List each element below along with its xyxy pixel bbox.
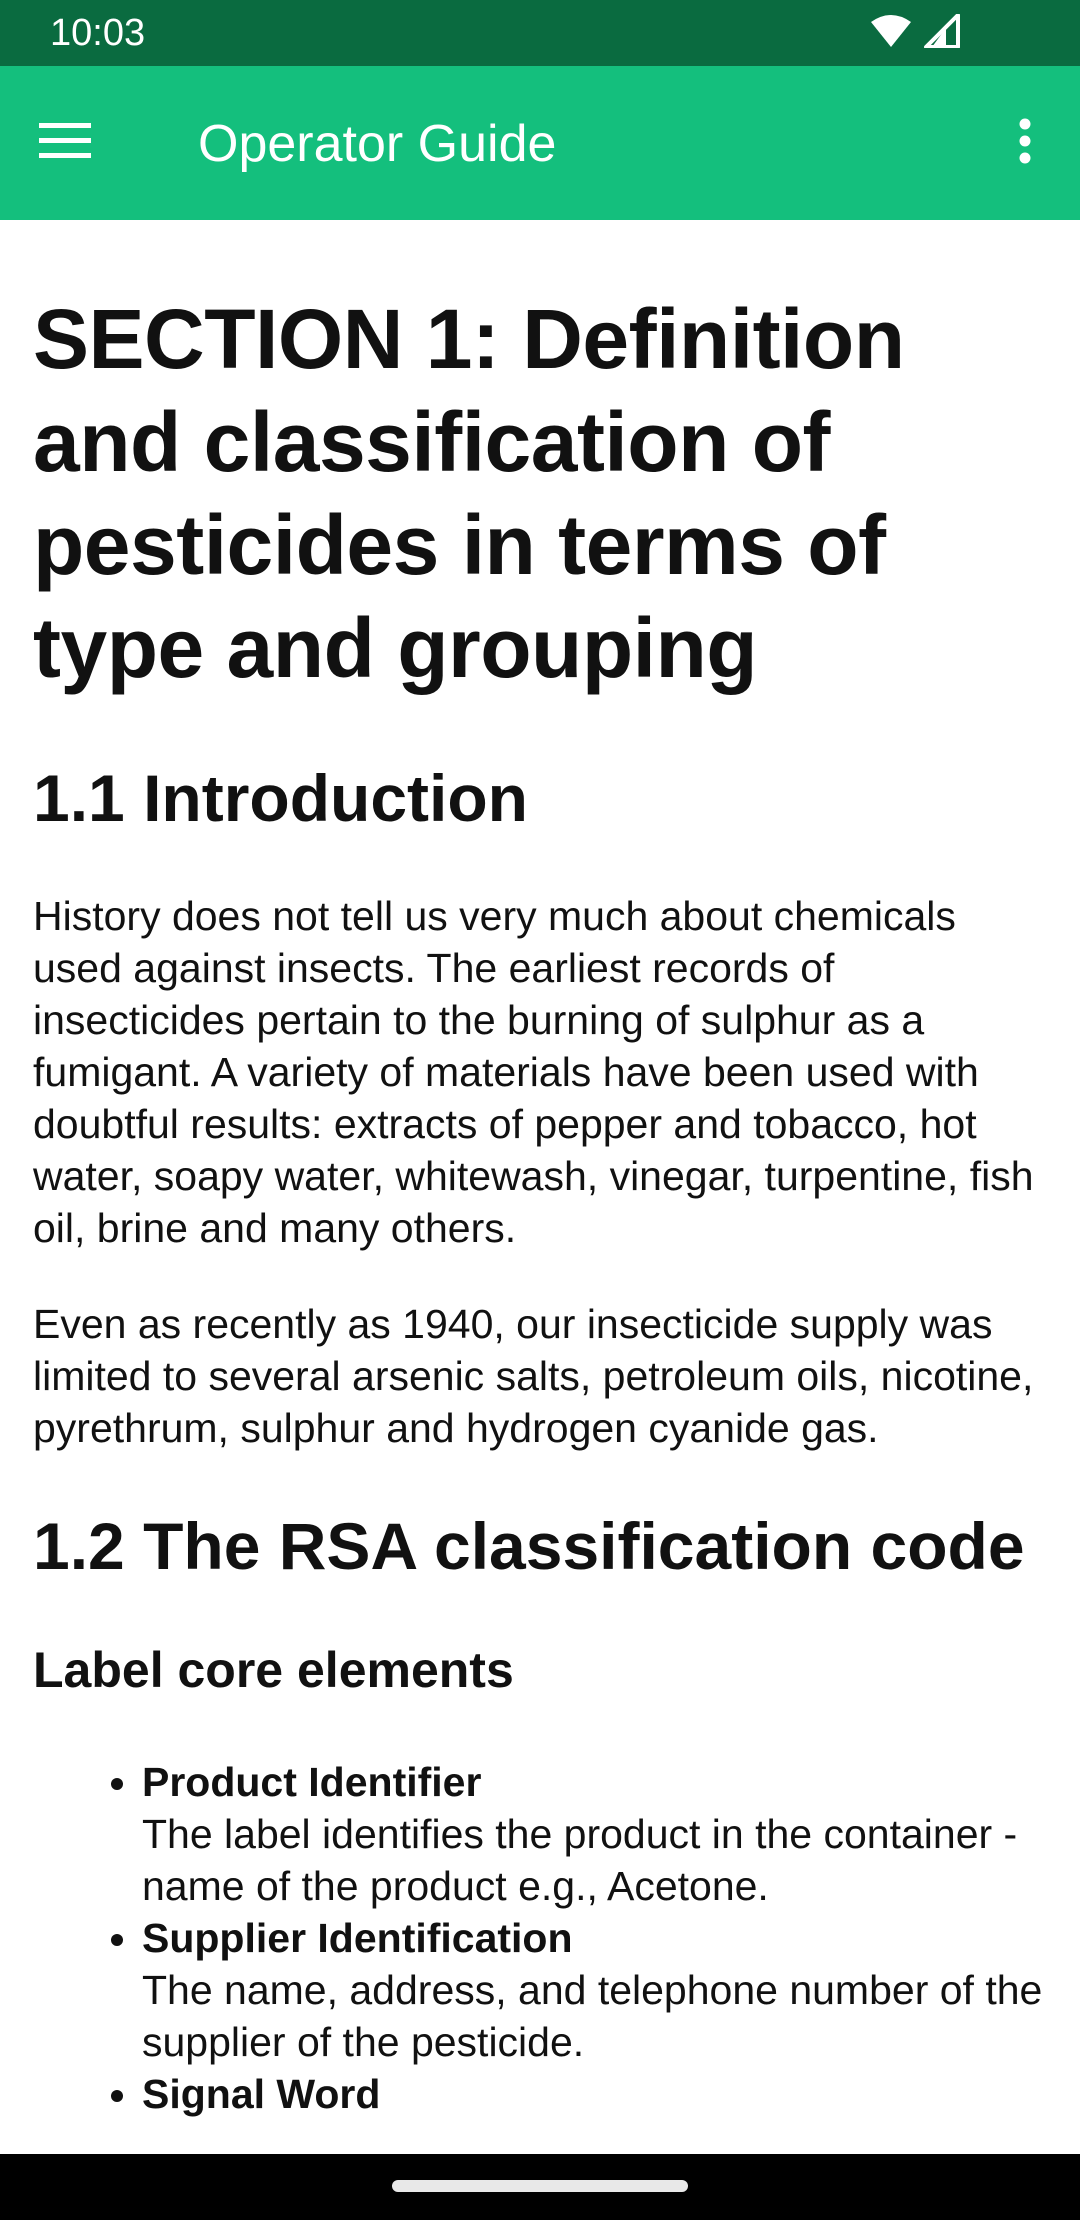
app-title: Operator Guide [198,115,557,173]
list-item-description: The label identifies the product in the container - name of the product e.g., Acetone. [142,1811,1018,1909]
label-core-elements-heading: Label core elements [33,1642,514,1698]
list-item [142,1912,1047,2068]
list-item [142,1756,1047,1912]
intro-heading: 1.1 Introduction [33,761,528,835]
list-item-title: • Product Identifier [142,1759,482,1805]
list-item-title: • Supplier Identification [142,1915,573,1961]
status-bar [0,0,1080,66]
list-item [142,2068,1047,2120]
overflow-menu-button[interactable] [988,106,1062,180]
section-title: SECTION 1: Definition and classification of pesticides in terms of type and grouping [33,292,905,695]
more-vertical-icon [1018,118,1032,169]
navigation-bar [0,2154,1080,2220]
signal-icon [924,14,960,53]
app-bar [0,66,1080,220]
list-item-title: • Signal Word [142,2071,381,2117]
wifi-icon [870,14,912,53]
rsa-classification-heading: 1.2 The RSA classification code [33,1509,1025,1583]
status-time: 10:03 [50,12,146,54]
guide-content[interactable] [0,220,1080,2154]
home-gesture-handle[interactable] [392,2180,688,2192]
list-item-description: The name, address, and telephone number of the supplier of the pesticide. [142,1967,1043,2065]
menu-button[interactable] [28,106,102,180]
hamburger-menu-icon [39,123,91,164]
status-icons [870,14,960,52]
intro-paragraph-1: History does not tell us very much about chemicals used against insects. The earliest records of insecticides pertain to the burning of sulphur as a fumigant. A variety of materials have been used with doubtful results: extracts of pepper and tobacco, hot water, soapy water, whitewash, vinegar, turpentine, fish oil, brine and many others. [33,893,1034,1251]
label-elements-list [33,1756,1047,2120]
intro-paragraph-2: Even as recently as 1940, our insecticide supply was limited to several arsenic salts, petroleum oils, nicotine, pyrethrum, sulphur and hydrogen cyanide gas. [33,1301,1034,1451]
